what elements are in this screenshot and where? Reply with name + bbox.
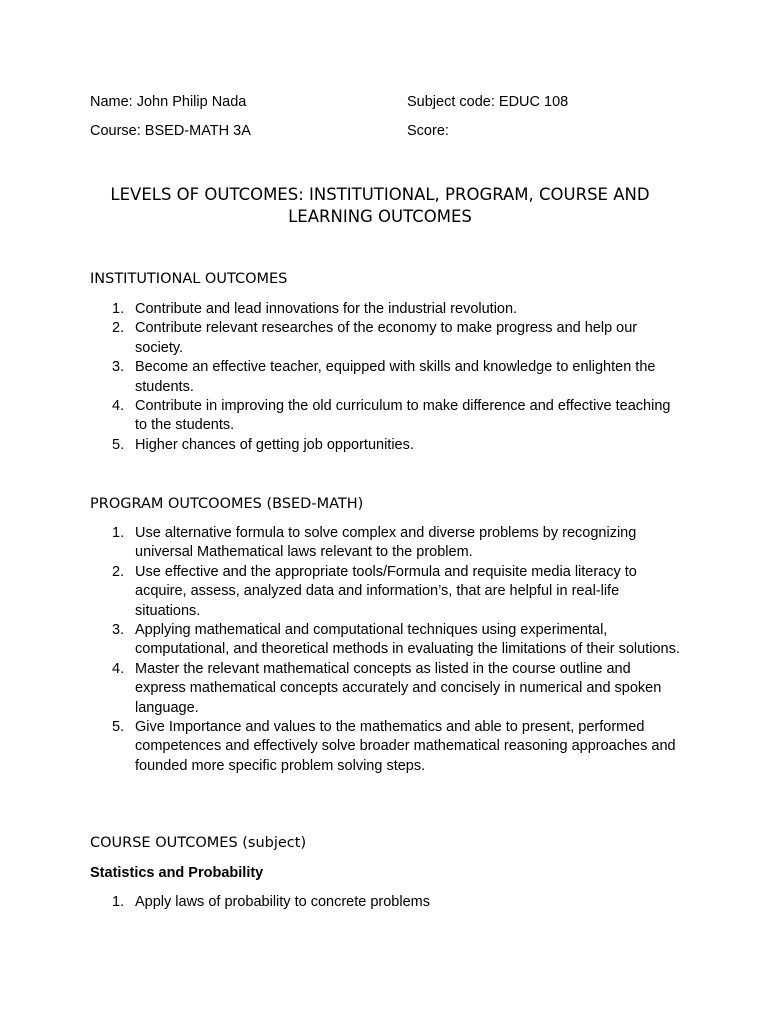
student-course: Course: BSED-MATH 3A: [90, 123, 251, 139]
list-item-number: 3.: [112, 622, 125, 639]
list-item: [90, 358, 682, 397]
list-item-text: Apply laws of probability to concrete problems: [135, 894, 430, 910]
list-item: [90, 563, 682, 621]
student-name: Name: John Philip Nada: [90, 94, 247, 110]
list-item-number: 1.: [112, 301, 125, 317]
list-item-number: 5.: [112, 719, 125, 736]
list-item: [90, 319, 682, 358]
list-item-text: Become an effective teacher, equipped with skills and knowledge to enlighten the students.: [135, 359, 656, 395]
list-item-text: Applying mathematical and computational techniques using experimental, computational, and theoretical methods in evaluating the limitations of their solutions.: [135, 622, 680, 658]
document-title: LEVELS OF OUTCOMES: INSTITUTIONAL, PROGRAM, COURSE AND LEARNING OUTCOMES: [110, 185, 650, 226]
list-item-number: 2.: [112, 320, 125, 337]
list-item-text: Contribute relevant researches of the economy to make progress and help our society.: [135, 320, 638, 356]
list-item: [90, 660, 682, 718]
institutional-outcomes-list: [90, 300, 682, 455]
course-subject-title: Statistics and Probability: [90, 865, 264, 881]
list-item: [90, 524, 682, 563]
list-item-text: Use alternative formula to solve complex and diverse problems by recognizing universal Mathematical laws relevant to the problem.: [135, 525, 637, 561]
list-item: [90, 718, 682, 776]
subject-code: Subject code: EDUC 108: [407, 94, 569, 110]
list-item-text: Higher chances of getting job opportunities.: [135, 436, 414, 453]
list-item-number: 4.: [112, 660, 125, 677]
list-item: [90, 893, 682, 912]
list-item-number: 2.: [112, 563, 125, 580]
program-outcomes-heading: PROGRAM OUTCOOMES (BSED-MATH): [90, 496, 364, 512]
list-item-text: Give Importance and values to the mathematics and able to present, performed competences and effectively solve broader mathematical reasoning approaches and founded more specific problem solving steps.: [135, 719, 676, 774]
list-item-number: 3.: [112, 359, 125, 376]
program-outcomes-list: [90, 524, 682, 776]
list-item: [90, 621, 682, 660]
course-outcomes-list: [90, 893, 682, 912]
list-item-number: 4.: [112, 398, 125, 415]
list-item: [90, 397, 682, 436]
list-item-text: Master the relevant mathematical concepts as listed in the course outline and express mathematical concepts accurately and concisely in numerical and spoken language.: [135, 660, 662, 716]
list-item-number: 1.: [112, 894, 125, 910]
institutional-outcomes-heading: INSTITUTIONAL OUTCOMES: [90, 271, 288, 287]
list-item-number: 5.: [112, 436, 125, 453]
score-label: Score:: [407, 123, 449, 139]
list-item-text: Use effective and the appropriate tools/Formula and requisite media literacy to acquire, assess, analyzed data and information’s, that are helpful in real-life situations.: [135, 563, 637, 619]
list-item-text: Contribute and lead innovations for the industrial revolution.: [135, 301, 518, 317]
list-item: [90, 436, 682, 455]
course-outcomes-heading: COURSE OUTCOMES (subject): [90, 835, 307, 851]
list-item-number: 1.: [112, 525, 125, 541]
list-item: [90, 300, 682, 319]
list-item-text: Contribute in improving the old curriculum to make difference and effective teaching to the students.: [135, 398, 671, 434]
